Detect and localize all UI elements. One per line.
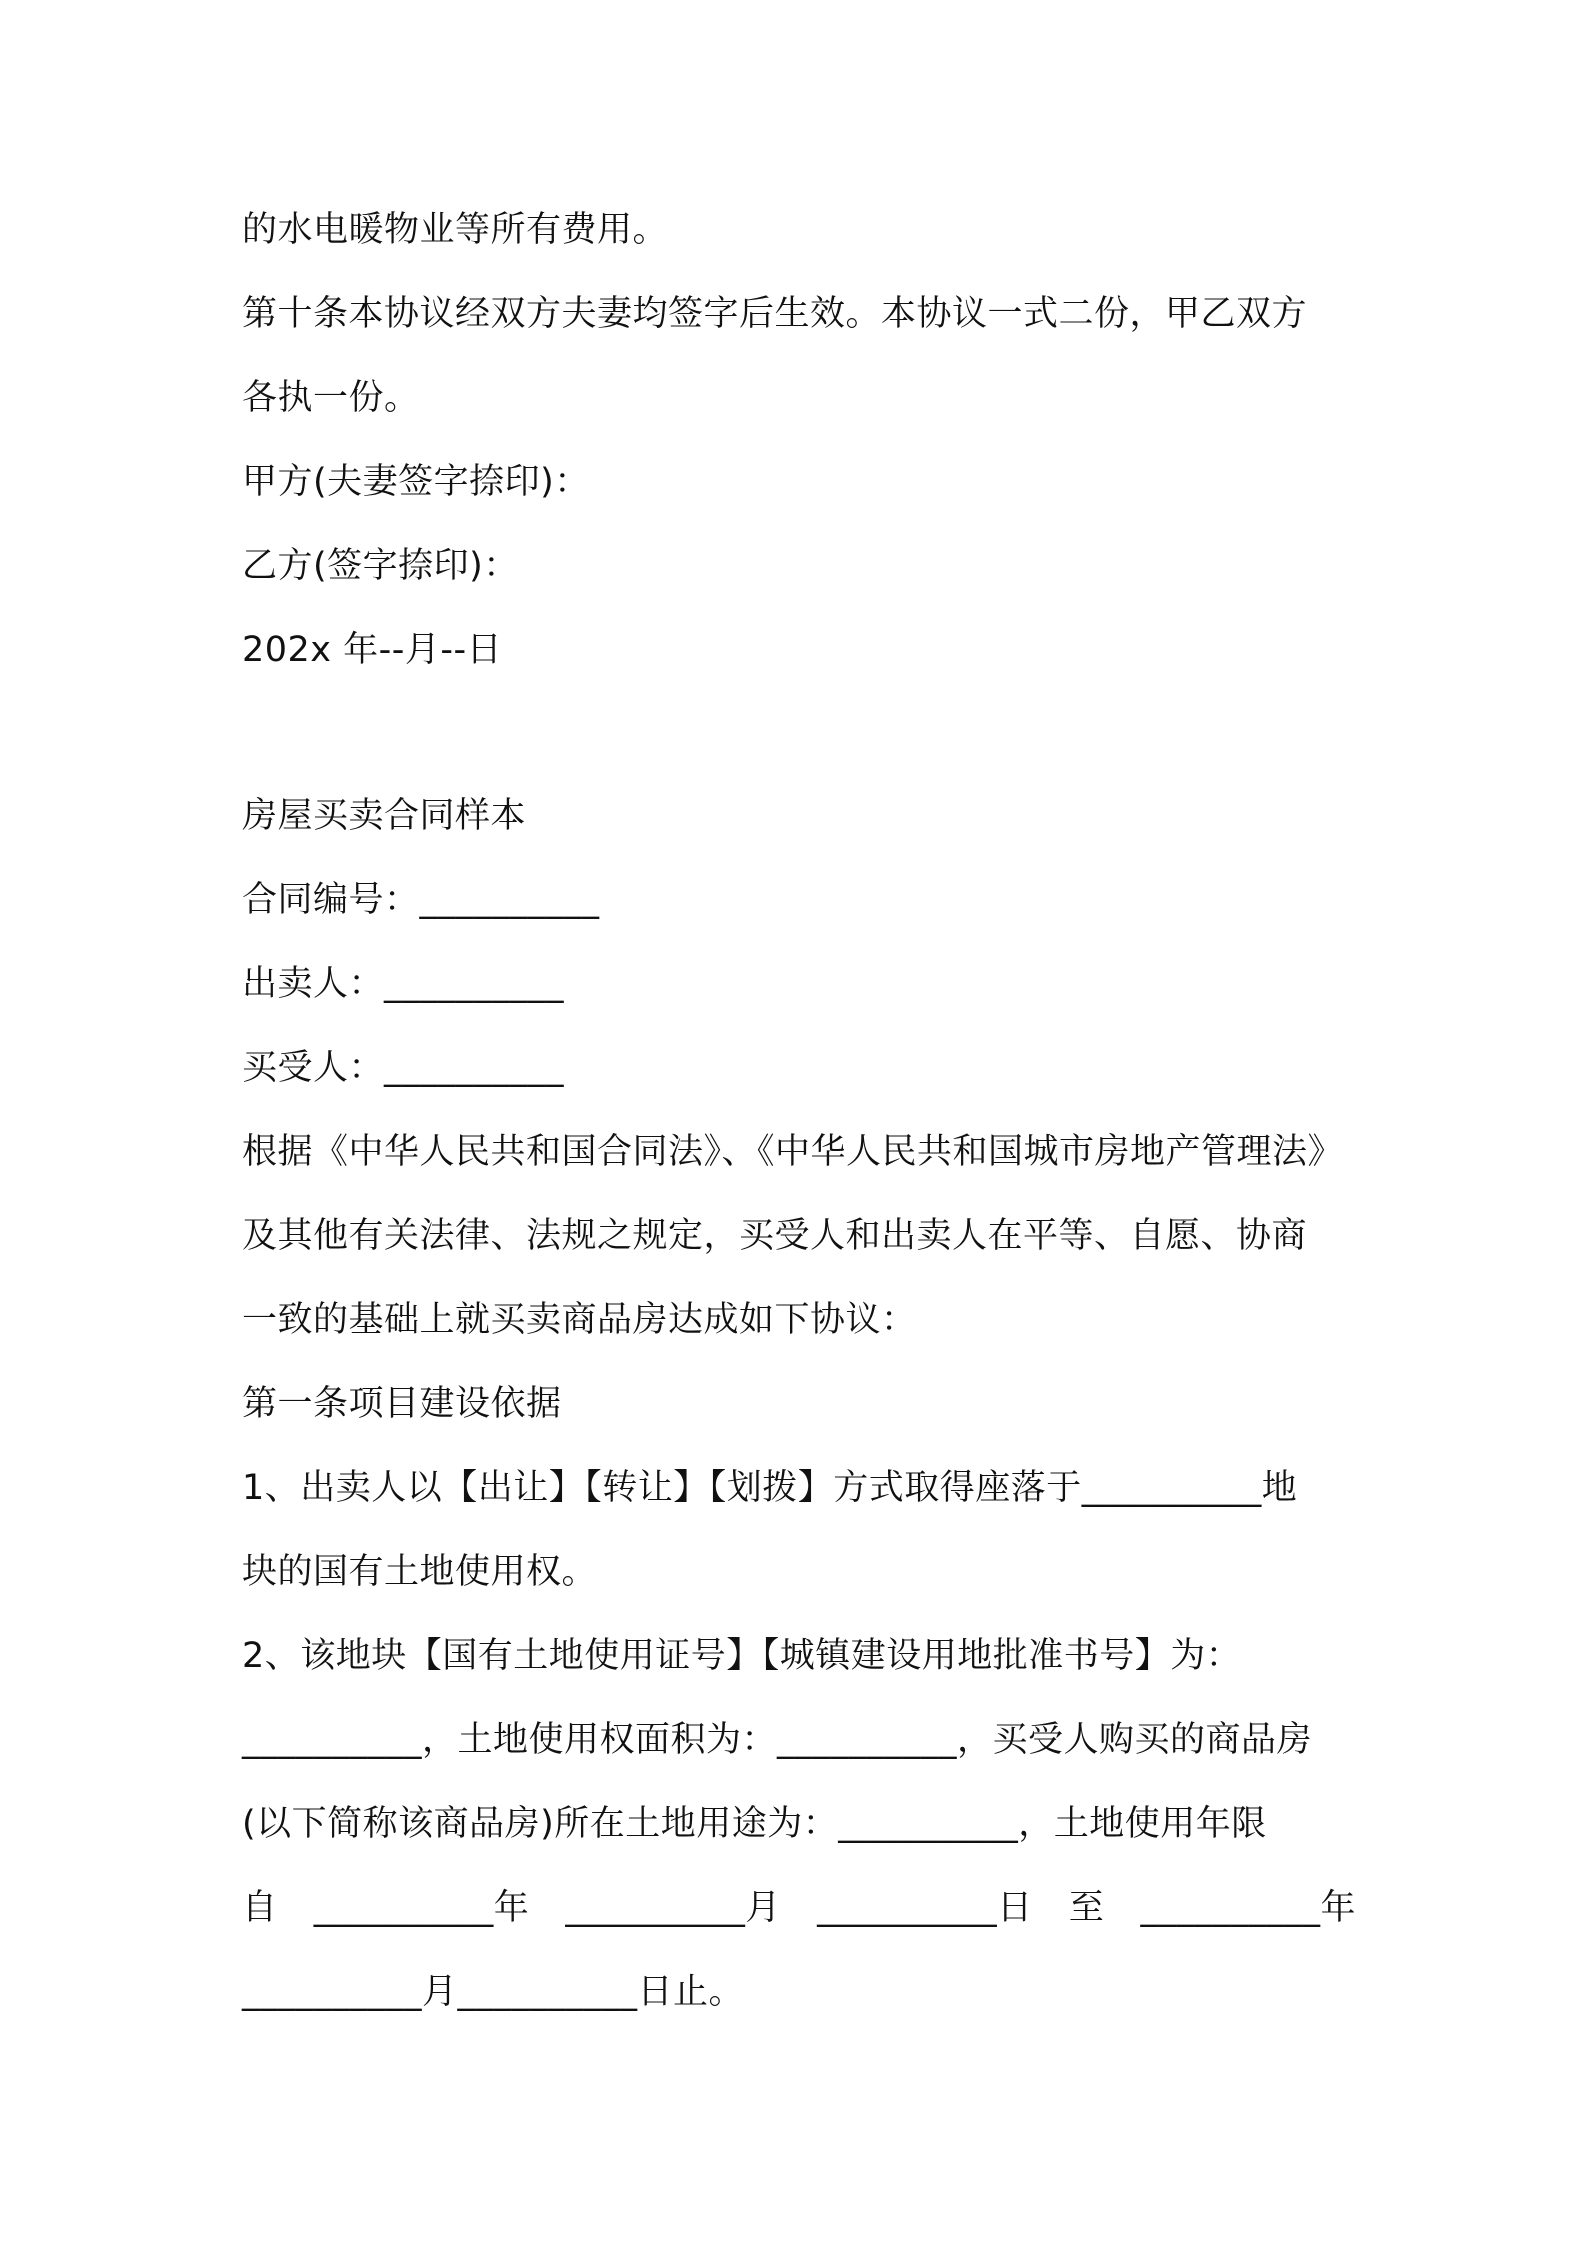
- text-line: 根据《中华人民共和国合同法》、《中华人民共和国城市房地产管理法》: [242, 1132, 1344, 1172]
- text-line: (以下简称该商品房)所在土地用途为：__________，土地使用年限: [242, 1804, 1267, 1844]
- date-line: 202x 年--月--日: [242, 630, 503, 670]
- text-line: 块的国有土地使用权。: [242, 1552, 598, 1592]
- text-line: 2、该地块【国有土地使用证号】【城镇建设用地批准书号】为：: [242, 1636, 1242, 1676]
- text-line: __________月__________日止。: [242, 1972, 745, 2012]
- text-line: 的水电暖物业等所有费用。: [242, 210, 669, 250]
- term-word: 自: [242, 1888, 278, 1928]
- article-heading: 第一条项目建设依据: [242, 1384, 562, 1424]
- buyer-line: 买受人：__________: [242, 1048, 565, 1088]
- seller-line: 出卖人：__________: [242, 964, 565, 1004]
- document-title: 房屋买卖合同样本: [242, 796, 527, 836]
- term-blank-year: __________年: [313, 1888, 530, 1928]
- signature-line-party-a: 甲方(夫妻签字捺印)：: [242, 462, 590, 502]
- term-word: 至: [1068, 1888, 1105, 1928]
- text-line: 1、出卖人以【出让】【转让】【划拨】方式取得座落于__________地: [242, 1468, 1298, 1508]
- term-blank-month: __________月: [565, 1888, 781, 1928]
- term-blank-year: __________年: [1140, 1888, 1356, 1928]
- text-line: __________，土地使用权面积为：__________，买受人购买的商品房: [242, 1720, 1313, 1760]
- text-line: 第十条本协议经双方夫妻均签字后生效。本协议一式二份，甲乙双方: [242, 294, 1308, 334]
- text-line: 各执一份。: [242, 378, 420, 418]
- term-blank-day: __________日: [817, 1888, 1033, 1928]
- land-term-line: [242, 1884, 1356, 1932]
- text-line: 及其他有关法律、法规之规定，买受人和出卖人在平等、自愿、协商: [242, 1216, 1308, 1256]
- text-line: 一致的基础上就买卖商品房达成如下协议：: [242, 1300, 917, 1340]
- contract-number-line: 合同编号：__________: [242, 880, 600, 920]
- signature-line-party-b: 乙方(签字捺印)：: [242, 546, 519, 586]
